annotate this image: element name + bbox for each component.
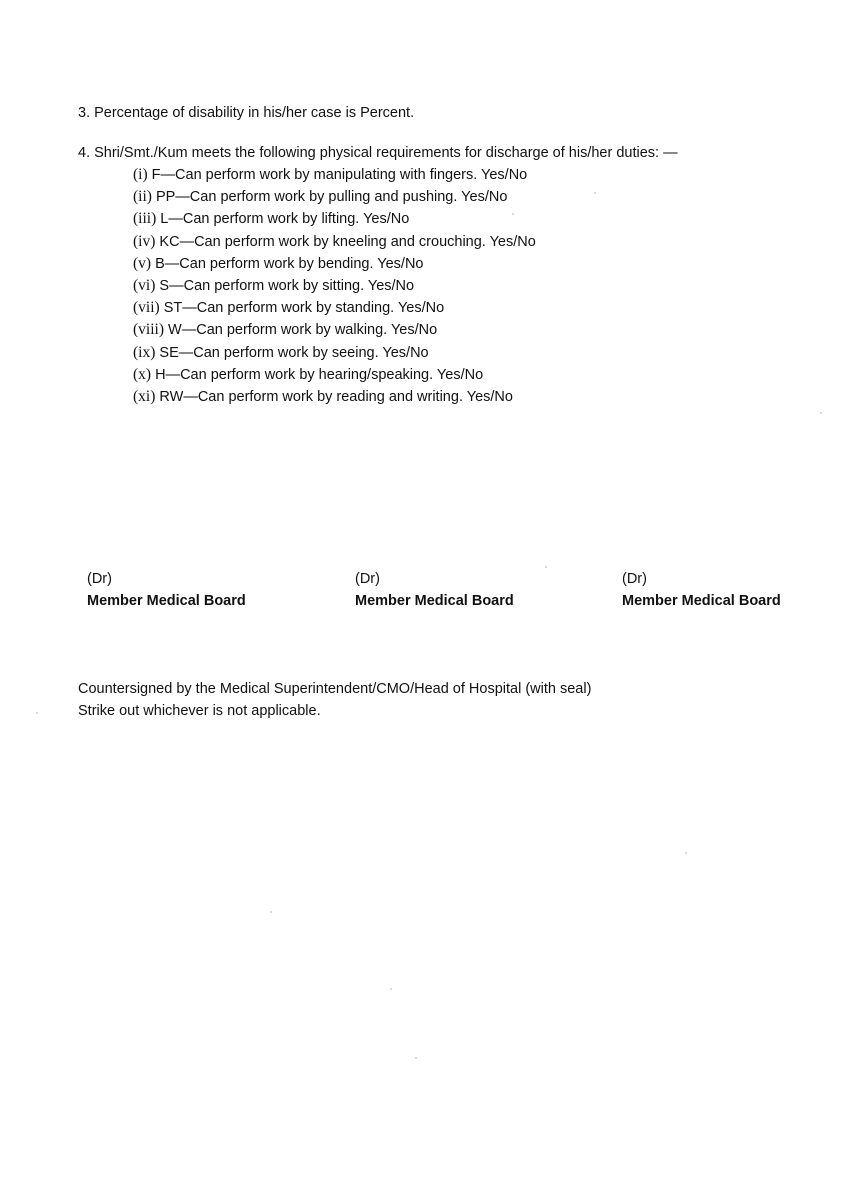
requirement-number: (vii)	[133, 299, 160, 317]
requirement-text: S—Can perform work by sitting. Yes/No	[159, 277, 415, 294]
signature-title: Member Medical Board	[87, 593, 246, 609]
signature-block-1	[87, 571, 246, 609]
signature-dr-prefix: (Dr)	[355, 571, 380, 587]
requirement-item	[133, 188, 536, 210]
requirement-number: (viii)	[133, 321, 164, 339]
requirement-text: ST—Can perform work by standing. Yes/No	[163, 300, 445, 317]
scan-speck	[270, 911, 272, 913]
requirement-item	[133, 233, 536, 255]
signature-title: Member Medical Board	[355, 593, 514, 609]
requirement-number: (ix)	[133, 343, 156, 361]
requirement-text: B—Can perform work by bending. Yes/No	[155, 255, 424, 272]
percentage-disability-line: 3. Percentage of disability in his/her case is Percent.	[78, 105, 415, 121]
signature-block-3	[622, 571, 781, 609]
scan-speck	[685, 852, 687, 854]
requirement-text: KC—Can perform work by kneeling and crouching. Yes/No	[159, 233, 536, 250]
scan-speck	[415, 1057, 417, 1059]
requirement-item	[133, 388, 536, 410]
requirement-text: RW—Can perform work by reading and writing. Yes/No	[159, 388, 513, 405]
requirement-item	[133, 366, 536, 388]
physical-requirements-intro: 4. Shri/Smt./Kum meets the following physical requirements for discharge of his/her duties: —	[78, 145, 678, 161]
requirement-number: (vi)	[133, 276, 156, 294]
requirement-text: L—Can perform work by lifting. Yes/No	[160, 211, 410, 228]
physical-requirements-list	[133, 166, 536, 410]
signature-block-2	[355, 571, 514, 609]
requirement-number: (iv)	[133, 232, 156, 250]
requirement-text: W—Can perform work by walking. Yes/No	[168, 322, 438, 339]
signature-title: Member Medical Board	[622, 593, 781, 609]
requirement-number: (iii)	[133, 210, 157, 228]
requirement-item	[133, 321, 536, 343]
requirement-item	[133, 344, 536, 366]
requirement-item	[133, 255, 536, 277]
requirement-number: (i)	[133, 166, 148, 183]
requirement-number: (ii)	[133, 188, 152, 206]
requirement-number: (xi)	[133, 387, 156, 405]
requirement-item	[133, 299, 536, 321]
requirement-text: H—Can perform work by hearing/speaking. Yes/No	[155, 366, 484, 383]
requirement-number: (x)	[133, 365, 152, 383]
requirement-text: PP—Can perform work by pulling and pushing. Yes/No	[155, 189, 508, 206]
requirement-text: F—Can perform work by manipulating with fingers. Yes/No	[151, 167, 528, 183]
scan-speck	[390, 988, 392, 990]
signature-dr-prefix: (Dr)	[87, 571, 112, 587]
scan-speck	[820, 412, 822, 414]
signature-dr-prefix: (Dr)	[622, 571, 647, 587]
requirement-text: SE—Can perform work by seeing. Yes/No	[159, 344, 429, 361]
requirement-item	[133, 210, 536, 232]
scan-speck	[512, 213, 514, 215]
scan-speck	[594, 192, 596, 194]
scan-speck	[36, 712, 38, 714]
countersign-note: Countersigned by the Medical Superintendent/CMO/Head of Hospital (with seal) Strike out whichever is not applicable.	[78, 681, 592, 719]
scan-speck	[545, 566, 547, 568]
requirement-item	[133, 166, 536, 188]
requirement-item	[133, 277, 536, 299]
requirement-number: (v)	[133, 254, 152, 272]
